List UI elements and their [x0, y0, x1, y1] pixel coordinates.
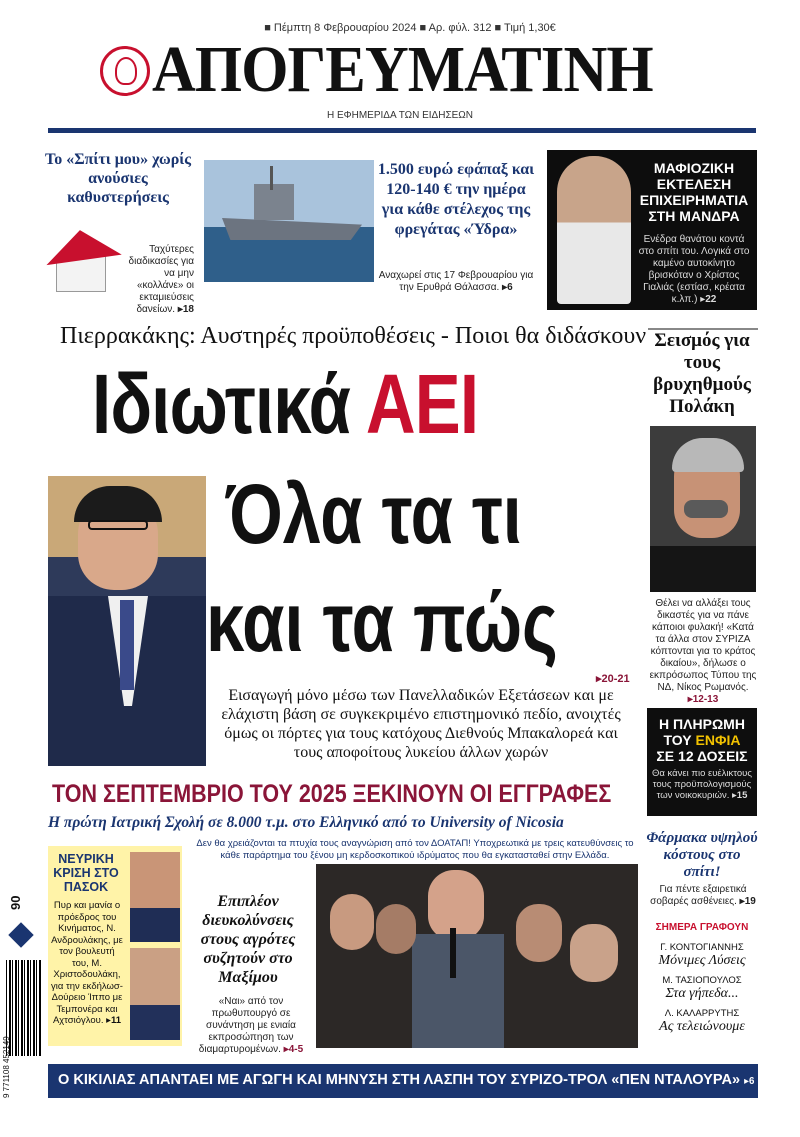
- logo-seal-icon: [100, 46, 150, 96]
- main-text: Εισαγωγή μόνο μέσω των Πανελλαδικών Εξετάσεων και με ελάχιστη βάση σε συγκεκριμένο επιστημονικό πεδίο, ανοιχτές όμως οι πόρτες για τους κατόχους Διεθνούς Μπακαλορεά και τους αποφοίτους λυκείου άλλων χωρών: [221, 687, 621, 761]
- frigate-photo: [204, 160, 374, 282]
- enfia-box[interactable]: [647, 708, 757, 816]
- issue-number: 90: [8, 895, 23, 910]
- frigate-text: Αναχωρεί στις 17 Φεβρουαρίου για την Ερυθρά Θάλασσα.: [378, 270, 534, 293]
- enfia-line3: ΣΕ 12 ΔΟΣΕΙΣ: [656, 748, 748, 764]
- main-banner: ΤΟΝ ΣΕΠΤΕΜΒΡΙΟ ΤΟΥ 2025 ΞΕΚΙΝΟΥΝ ΟΙ ΕΓΓΡΑΦΕΣ: [52, 780, 612, 808]
- newspaper-title: ΑΠΟΓΕΥΜΑΤΙΝΗ: [152, 33, 653, 106]
- mafia-text: Ενέδρα θανάτου κοντά στο σπίτι του. Λογικά στο καμένο αυτοκίνητο βρισκόταν ο Χρίστος Γιαλιάς (εστίασ, κρέατα κ.λπ.): [638, 234, 750, 305]
- main-title-3: και τα πώς: [206, 575, 558, 669]
- writer-name: Γ. ΚΟΝΤΟΓΙΑΝΝΗΣ: [660, 942, 744, 953]
- main-page: ▸20-21: [596, 673, 630, 685]
- polakis-page: ▸12-13: [687, 694, 719, 705]
- farmers-page: ▸4-5: [283, 1044, 304, 1055]
- minister-photo: [48, 476, 206, 766]
- writer-column: Μόνιμες Λύσεις: [658, 953, 746, 968]
- writer-column: Ας τελειώνουμε: [659, 1019, 745, 1034]
- house-icon: [44, 230, 114, 300]
- frigate-page: ▸6: [502, 282, 513, 293]
- house-page: ▸18: [177, 304, 194, 315]
- drugs-text: Για πέντε εξαιρετικά σοβαρές ασθένειες.: [650, 884, 747, 907]
- enfia-accent: ΕΝΦΙΑ: [695, 732, 741, 748]
- bottom-page: ▸6: [744, 1076, 755, 1087]
- polakis-text: Θέλει να αλλάξει τους δικαστές για να πάνε κάποιοι φυλακή! «Κατά τα άλλα στον ΣΥΡΙΖΑ κόπτονται για το κράτος δικαίου», δήλωσε ο εκπρόσωπος Τύπου της ΝΔ, Νίκος Ρωμανός.: [649, 598, 757, 693]
- main-note: Δεν θα χρειάζονται τα πτυχία τους αναγνώριση από τον ΔΟΑΤΑΠ! Υποχρεωτικά με τρεις κατευθύνσεις το κάθε παράρτημα του ξένου μη κερδοσκοπικού ιδρύματος που θα εγκατασταθεί στην Ελλάδα.: [196, 838, 634, 861]
- enfia-page: ▸15: [732, 790, 748, 801]
- farmers-headline: Επιπλέον διευκολύνσεις στους αγρότες συζητούν στο Μαξίμου: [200, 893, 296, 986]
- masthead-rule: [48, 128, 756, 133]
- enfia-text: Θα κάνει πιο ευέλικτους τους προϋπολογισμούς των νοικοκυριών.: [652, 768, 752, 801]
- mafia-story[interactable]: [547, 150, 757, 310]
- pasok-page: ▸11: [106, 1015, 121, 1026]
- main-title-2: Όλα τα τι: [226, 467, 522, 561]
- farmers-text: «Ναι» από τον πρωθυπουργό σε συνάντηση με ενιαία εκπροσώπηση των διαμαρτυρομένων.: [198, 996, 296, 1055]
- androulakis-photo: [130, 852, 180, 942]
- main-kicker: Πιερρακάκης: Αυστηρές προϋποθέσεις - Ποιοι θα διδάσκουν: [60, 323, 647, 349]
- victim-photo: [557, 156, 631, 304]
- writer-name: Μ. ΤΑΣΙΟΠΟΥΛΟΣ: [662, 975, 742, 986]
- christodoulakis-photo: [130, 948, 180, 1040]
- house-text: Ταχύτερες διαδικασίες για να μην «κολλάνε» οι εκταμιεύσεις δανείων.: [128, 244, 194, 315]
- masthead-info: ■ Πέμπτη 8 Φεβρουαρίου 2024 ■ Αρ. φύλ. 312 ■ Τιμή 1,30€: [264, 22, 556, 34]
- main-sub: Η πρώτη Ιατρική Σχολή σε 8.000 τ.μ. στο Ελληνικό από το University of Nicosia: [48, 814, 564, 831]
- mafia-headline: ΜΑΦΙΟΖΙΚΗ ΕΚΤΕΛΕΣΗ ΕΠΙΧΕΙΡΗΜΑΤΙΑ ΣΤΗ ΜΑΝΔΡΑ: [639, 160, 749, 224]
- newspaper-subtitle: Η ΕΦΗΜΕΡΙΔΑ ΤΩΝ ΕΙΔΗΣΕΩΝ: [326, 110, 473, 121]
- writers-list: [646, 940, 758, 1035]
- polakis-photo: [650, 426, 756, 592]
- polakis-headline: Σεισμός για τους βρυχηθμούς Πολάκη: [653, 330, 751, 417]
- pasok-story[interactable]: [48, 846, 182, 1046]
- frigate-headline: 1.500 ευρώ εφάπαξ και 120-140 € την ημέρα για κάθε στέλεχος της φρεγάτας «Ύδρα»: [377, 161, 535, 238]
- barcode: [6, 960, 42, 1056]
- enfia-line1: Η ΠΛΗΡΩΜΗ: [659, 716, 745, 732]
- mafia-page: ▸22: [700, 294, 717, 305]
- pasok-text: Πυρ και μανία ο πρόεδρος του Κινήματος, Ν. Ανδρουλάκης, με τον βουλευτή του, Μ. Χριστοδουλάκη, για την εκδήλωσ-Δούρειο Ίππο με Τεμπονέρα και Αχτσιόγλου.: [51, 900, 123, 1026]
- writer-name: Λ. ΚΑΛΑΡΡΥΤΗΣ: [664, 1008, 740, 1019]
- writer-column: Στα γήπεδα...: [665, 986, 739, 1001]
- diamond-icon: [8, 922, 33, 947]
- drugs-headline: Φάρμακα υψηλού κόστους στο σπίτι!: [646, 830, 758, 880]
- writers-title: ΣΗΜΕΡΑ ΓΡΑΦΟΥΝ: [655, 922, 749, 933]
- bottom-banner[interactable]: [48, 1064, 758, 1098]
- pm-crowd-photo: [316, 864, 638, 1048]
- bottom-text: Ο ΚΙΚΙΛΙΑΣ ΑΠΑΝΤΑΕΙ ΜΕ ΑΓΩΓΗ ΚΑΙ ΜΗΝΥΣΗ ΣΤΗ ΛΑΣΠΗ ΤΟΥ ΣΥΡΙΖΟ-ΤΡΟΛ «ΠΕΝ ΝΤΑΛΟΥΡΑ»: [58, 1071, 741, 1088]
- enfia-line2: ΤΟΥ: [663, 732, 692, 748]
- main-title-1-red: ΑΕΙ: [365, 357, 479, 451]
- barcode-number: 9 771108 452149: [2, 1036, 11, 1098]
- pasok-headline: ΝΕΥΡΙΚΗ ΚΡΙΣΗ ΣΤΟ ΠΑΣΟΚ: [53, 852, 119, 894]
- drugs-page: ▸19: [739, 896, 756, 907]
- house-headline: Το «Σπίτι μου» χωρίς ανούσιες καθυστερήσεις: [44, 151, 191, 206]
- house-story[interactable]: [44, 150, 194, 315]
- main-title-1: Ιδιωτικά: [92, 357, 351, 451]
